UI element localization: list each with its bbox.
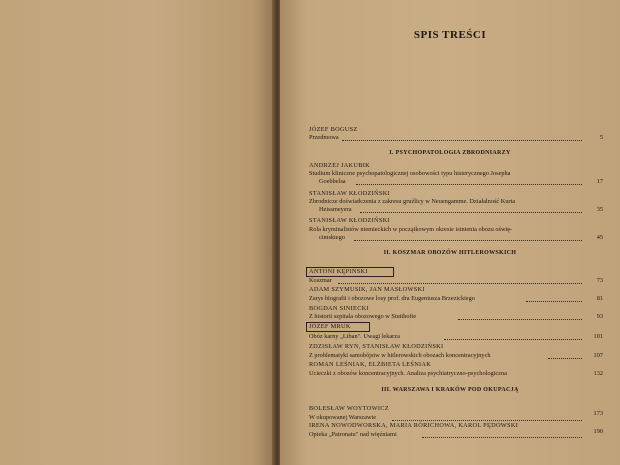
toc-author: STANISŁAW KŁODZIŃSKI (309, 217, 390, 224)
dot-leader (392, 413, 582, 421)
toc-page-number: 73 (596, 277, 603, 284)
toc-work: Heissmeyera (319, 206, 352, 213)
toc-page-number: 132 (593, 370, 603, 377)
toc-page-number: 17 (596, 178, 603, 185)
toc-author: ADAM SZYMUSIK, JAN MASŁOWSKI (309, 286, 425, 293)
page-title: SPIS TREŚCI (413, 29, 487, 41)
toc-author: BOLESŁAW WOYTOWICZ (309, 405, 389, 412)
toc-work: Studium kliniczne psychopatologicznej osobowości typu histerycznego Josepha (309, 170, 511, 177)
toc-author: STANISŁAW KŁODZIŃSKI (309, 190, 390, 197)
toc-section-heading: III. WARSZAWA I KRAKÓW POD OKUPACJĄ (381, 387, 519, 393)
dot-leader (458, 312, 582, 320)
toc-work: cimskiego (319, 234, 345, 241)
toc-author: ANDRZEJ JAKUBIK (309, 162, 370, 169)
toc-page-number: 190 (593, 428, 603, 435)
dot-leader (548, 351, 582, 359)
toc-work: Obóz karny „Liban". Uwagi lekarza (309, 333, 400, 340)
toc-page-number: 101 (593, 333, 603, 340)
toc-author: BOGDAN SINIECKI (309, 305, 369, 312)
toc-work: Goebbelsa (319, 178, 346, 185)
toc-page-number: 5 (599, 134, 603, 141)
dot-leader (338, 276, 582, 284)
dot-leader (360, 205, 582, 213)
toc-work: Zbrodnicze doświadczenia z zakresu gruźlicy w Neuengamme. Działalność Kurta (309, 198, 516, 205)
toc-work: Koszmar (309, 277, 332, 284)
toc-section-heading: II. KOSZMAR OBOZÓW HITLEROWSKICH (383, 250, 517, 256)
right-page (280, 0, 620, 465)
toc-page-number: 93 (596, 313, 603, 320)
toc-work: Przedmowa (309, 134, 339, 141)
toc-author: ROMAN LEŚNIAK, ELŻBIETA LEŚNIAK (309, 361, 432, 368)
toc-page-number: 35 (596, 206, 603, 213)
toc-author: JÓZEF BOGUSZ (309, 126, 358, 133)
toc-work: Ucieczki z obozów koncentracyjnych. Analiza psychiatryczno-psychologiczna (309, 370, 507, 377)
toc-work: Opieka „Patronatu" nad więźniami (309, 431, 397, 438)
toc-page-number: 45 (596, 234, 603, 241)
toc-page-number: 81 (596, 295, 603, 302)
toc-page-number: 173 (593, 410, 603, 417)
toc-author: IRENA NOWODWORSKA, MARIA RÓRICHOWA, KAROL PĘDOWSKI (309, 422, 519, 429)
toc-page-number: 107 (593, 352, 603, 359)
left-page (0, 0, 276, 465)
toc-work: Z historii szpitala obozowego w Stutthofie (309, 313, 417, 320)
toc-work: Z problematyki samobójstw w hitlerowskich obozach koncentracyjnych (309, 352, 491, 359)
dot-leader (354, 233, 582, 241)
toc-work: W okupowanej Warszawie (309, 414, 377, 421)
dot-leader (526, 294, 582, 302)
toc-author: JÓZEF MRUK (309, 323, 351, 330)
dot-leader (422, 430, 582, 438)
toc-work: Zarys biografii i obozowe losy prof. dra Eugeniusza Brzezickiego (309, 295, 475, 302)
dot-leader (342, 133, 582, 141)
dot-leader (356, 177, 582, 185)
toc-author: ANTONI KĘPIŃSKI (309, 268, 368, 275)
toc-section-heading: I. PSYCHOPATOLOGIA ZBRODNIARZY (389, 150, 511, 156)
dot-leader (444, 332, 582, 340)
toc-author: ZDZISŁAW RYN, STANISŁAW KŁODZIŃSKI (309, 343, 444, 350)
toc-work: Rola kryminalistów niemieckich w początkowym okresie istnienia obozu oświę- (309, 226, 513, 233)
